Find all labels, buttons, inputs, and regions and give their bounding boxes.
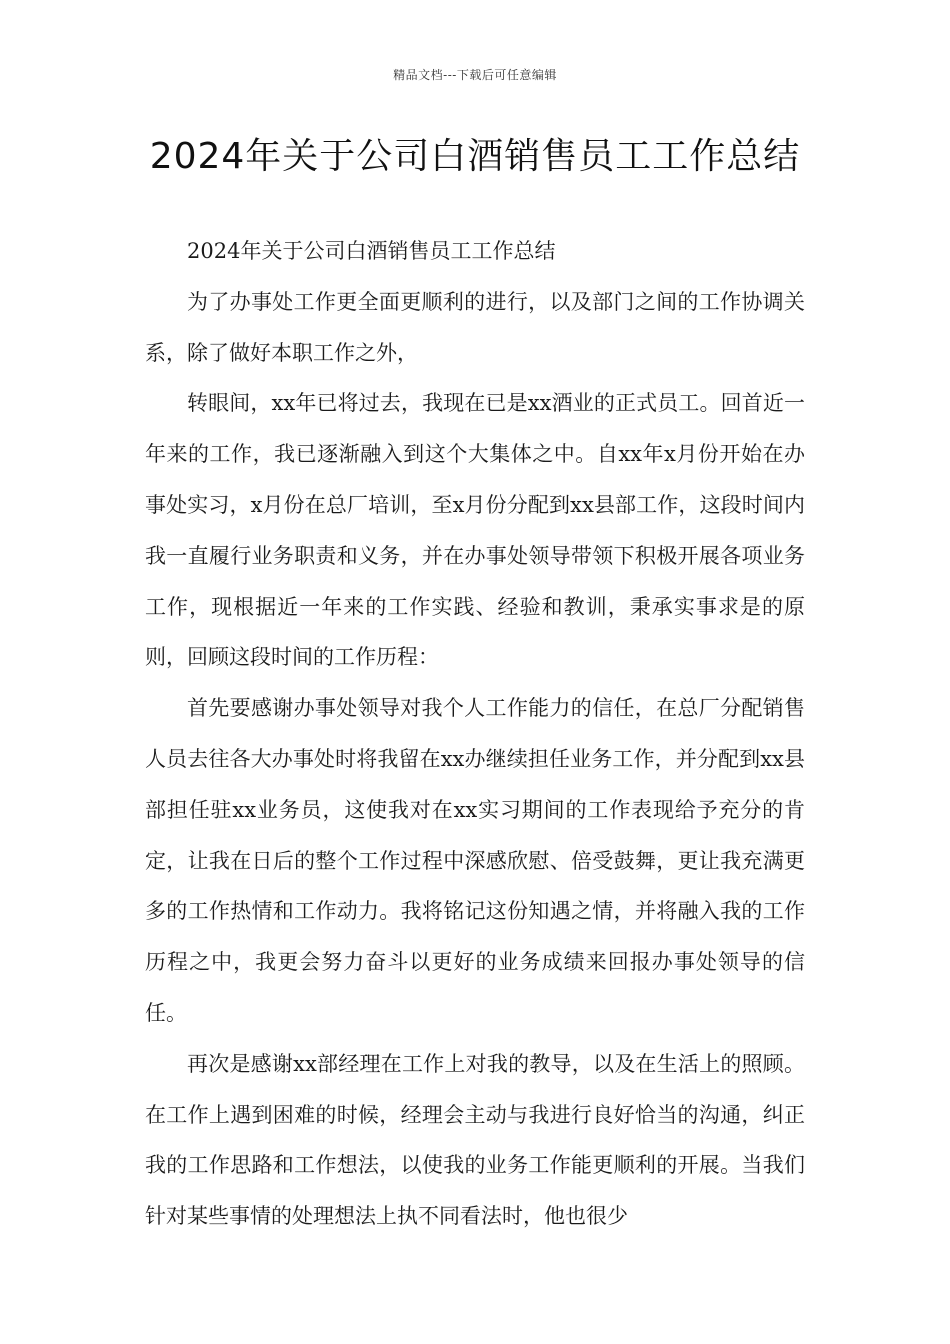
document-body [145,226,805,1242]
paragraph-intro: 为了办事处工作更全面更顺利的进行，以及部门之间的工作协调关系，除了做好本职工作之外， [145,289,805,365]
document-title: 2024年关于公司白酒销售员工工作总结 [149,136,801,177]
paragraph-thanks-manager: 再次是感谢xx部经理在工作上对我的教导，以及在生活上的照顾。在工作上遇到困难的时候，经理会主动与我进行良好恰当的沟通，纠正我的工作思路和工作想法，以使我的业务工作能更顺利的开展。当我们针对某些事情的处理想法上执不同看法时，他也很少 [145,1051,805,1229]
paragraph-review: 转眼间，xx年已将过去，我现在已是xx酒业的正式员工。回首近一年来的工作，我已逐渐融入到这个大集体之中。自xx年x月份开始在办事处实习，x月份在总厂培训，至x月份分配到xx县部工作，这段时间内我一直履行业务职责和义务，并在办事处领导带领下积极开展各项业务工作，现根据近一年来的工作实践、经验和教训，秉承实事求是的原则，回顾这段时间的工作历程： [145,391,805,670]
paragraph-subtitle: 2024年关于公司白酒销售员工工作总结 [187,239,556,263]
paragraph-thanks-office: 首先要感谢办事处领导对我个人工作能力的信任，在总厂分配销售人员去往各大办事处时将我留在xx办继续担任业务工作，并分配到xx县部担任驻xx业务员，这使我对在xx实习期间的工作表现给予充分的肯定，让我在日后的整个工作过程中深感欣慰、倍受鼓舞，更让我充满更多的工作热情和工作动力。我将铭记这份知遇之情，并将融入我的工作历程之中，我更会努力奋斗以更好的业务成绩来回报办事处领导的信任。 [145,696,805,1025]
header-note: 精品文档---下载后可任意编辑 [393,68,557,82]
